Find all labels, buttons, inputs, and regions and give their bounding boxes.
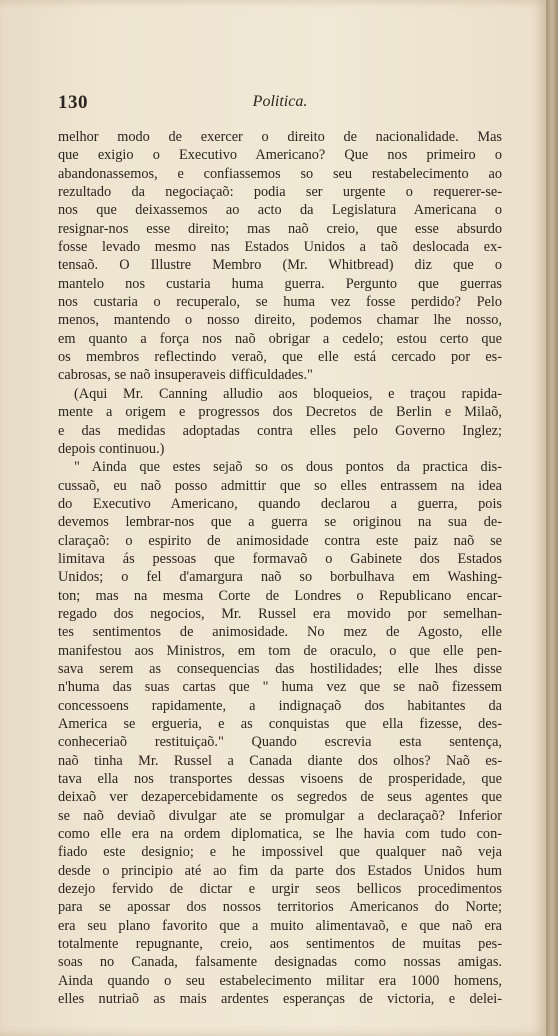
text-line: do Executivo Americano, quando declarou a guerra, pois [58, 495, 502, 512]
text-line: cussaõ, eu naõ posso admittir que so elles entrassem na idea [58, 477, 502, 494]
text-line: mente a origem e progressos dos Decretos de Berlin e Milaõ, [58, 404, 502, 421]
text-line: fiado este designio; e he impossivel que qualquer naõ veja [58, 844, 502, 861]
text-line: (Aqui Mr. Canning alludio aos bloqueios, e traçou rapida- [74, 385, 502, 402]
text-line: era seu plano favorito que a muito alimentavaõ, e que naõ era [58, 917, 502, 934]
text-line: depois continuou.) [58, 440, 165, 457]
text-line: melhor modo de exercer o direito de nacionalidade. Mas [58, 129, 502, 145]
text-line: menos, mantendo o nosso direito, podemos chamar lhe nosso, [58, 312, 502, 329]
text-line: em quanto a força nos naõ obrigar a cedelo; estou certo que [58, 330, 502, 347]
text-line: tava ella nos transportes dessas visoens de prosperidade, que [58, 771, 502, 788]
text-line: totalmente repugnante, creio, aos sentimentos de muitas pes- [58, 936, 502, 953]
text-line: como elle era na ordem diplomatica, se lhe havia com tudo con- [58, 826, 502, 843]
text-line: elles nutriaõ as mais ardentes esperanças de victoria, e delei- [58, 991, 502, 1008]
text-line: sava serem as consequencias das hostilidades; elle lhes disse [58, 660, 502, 677]
text-line: que exigio o Executivo Americano? Que nos primeiro o [58, 147, 502, 164]
text-line: Unidos; o fel d'amargura naõ so borbulhava em Washing- [58, 569, 502, 586]
text-line: conheceriaõ restituiçaõ." Quando escrevia esta sentença, [58, 734, 502, 751]
text-line: para se apossar dos nossos territorios Americanos do Norte; [58, 899, 502, 916]
body-text [58, 128, 502, 1009]
text-line: America se ergueria, e as conquistas que ella fizesse, des- [58, 716, 502, 732]
page-number: 130 [58, 92, 88, 113]
running-head [58, 92, 502, 116]
text-line: tes sentimentos de animosidade. No mez de Agosto, elle [58, 624, 502, 641]
text-line: e das medidas adoptadas contra elles pelo Governo Inglez; [58, 422, 502, 439]
text-line: claraçaõ: o espirito de animosidade contra este paiz naõ se [58, 532, 502, 549]
text-line: n'huma das suas cartas que " huma vez que se naõ fizessem [58, 679, 502, 696]
text-line: deixaõ ver dezapercebidamente os segredos de seus agentes que [58, 789, 502, 806]
text-line: mantelo nos custaria huma guerra. Pergunto que guerras [58, 275, 502, 292]
text-line: nos custaria o recuperalo, se huma vez fosse perdido? Pelo [58, 294, 502, 311]
text-line: soas no Canada, falsamente designadas como nossas amigas. [58, 954, 502, 971]
text-line: regado dos negocios, Mr. Russel era movido por semelhan- [58, 605, 502, 622]
text-line: " Ainda que estes sejaõ so os dous pontos da practica dis- [74, 459, 502, 476]
text-line: limitava ás pessoas que formavaõ o Gabinete dos Estados [58, 550, 502, 567]
text-line: cabrosas, se naõ insuperaveis difficuldades." [58, 367, 313, 384]
text-line: nos que deixassemos ao acto da Legislatura Americana o [58, 202, 502, 219]
text-line: dezejo fervido de dictar e urgir seos bellicos procedimentos [58, 881, 502, 898]
page-edge [546, 0, 558, 1036]
text-line: fosse levado mesmo nas Estados Unidos a taõ deslocada ex- [58, 239, 502, 256]
text-line: ton; mas na mesma Corte de Londres o Republicano encar- [58, 587, 502, 604]
text-line: manifestou aos Ministros, em tom de oraculo, o que elle pen- [58, 642, 502, 659]
text-line: devemos lembrar-nos que a guerra se originou na sua de- [58, 514, 502, 531]
text-line: tensaõ. O Illustre Membro (Mr. Whitbread) diz que o [58, 257, 502, 274]
text-line: concessoens rapidamente, a indignaçaõ dos habitantes da [58, 697, 502, 714]
text-line: desde o principio até ao fim da parte dos Estados Unidos hum [58, 862, 502, 879]
text-line: rezultado da negociaçaõ: podia ser urgente o requerer-se- [58, 184, 502, 201]
text-line: Ainda quando o seu estabelecimento militar era 1000 homens, [58, 972, 502, 989]
text-line: naõ tinha Mr. Russel a Canada diante dos olhos? Naõ es- [58, 752, 502, 769]
running-title: Politica. [252, 93, 308, 110]
text-line: resignar-nos esse direito; mas naõ creio, que esse absurdo [58, 220, 502, 237]
text-line: abandonassemos, e confiassemos so seu restabelecimento ao [58, 165, 502, 182]
text-line: se naõ deviaõ divulgar ate se promulgar a declaraçaõ? Inferior [58, 807, 502, 824]
text-line: os membros reflectindo veraõ, que elle está cercado por es- [58, 349, 502, 366]
